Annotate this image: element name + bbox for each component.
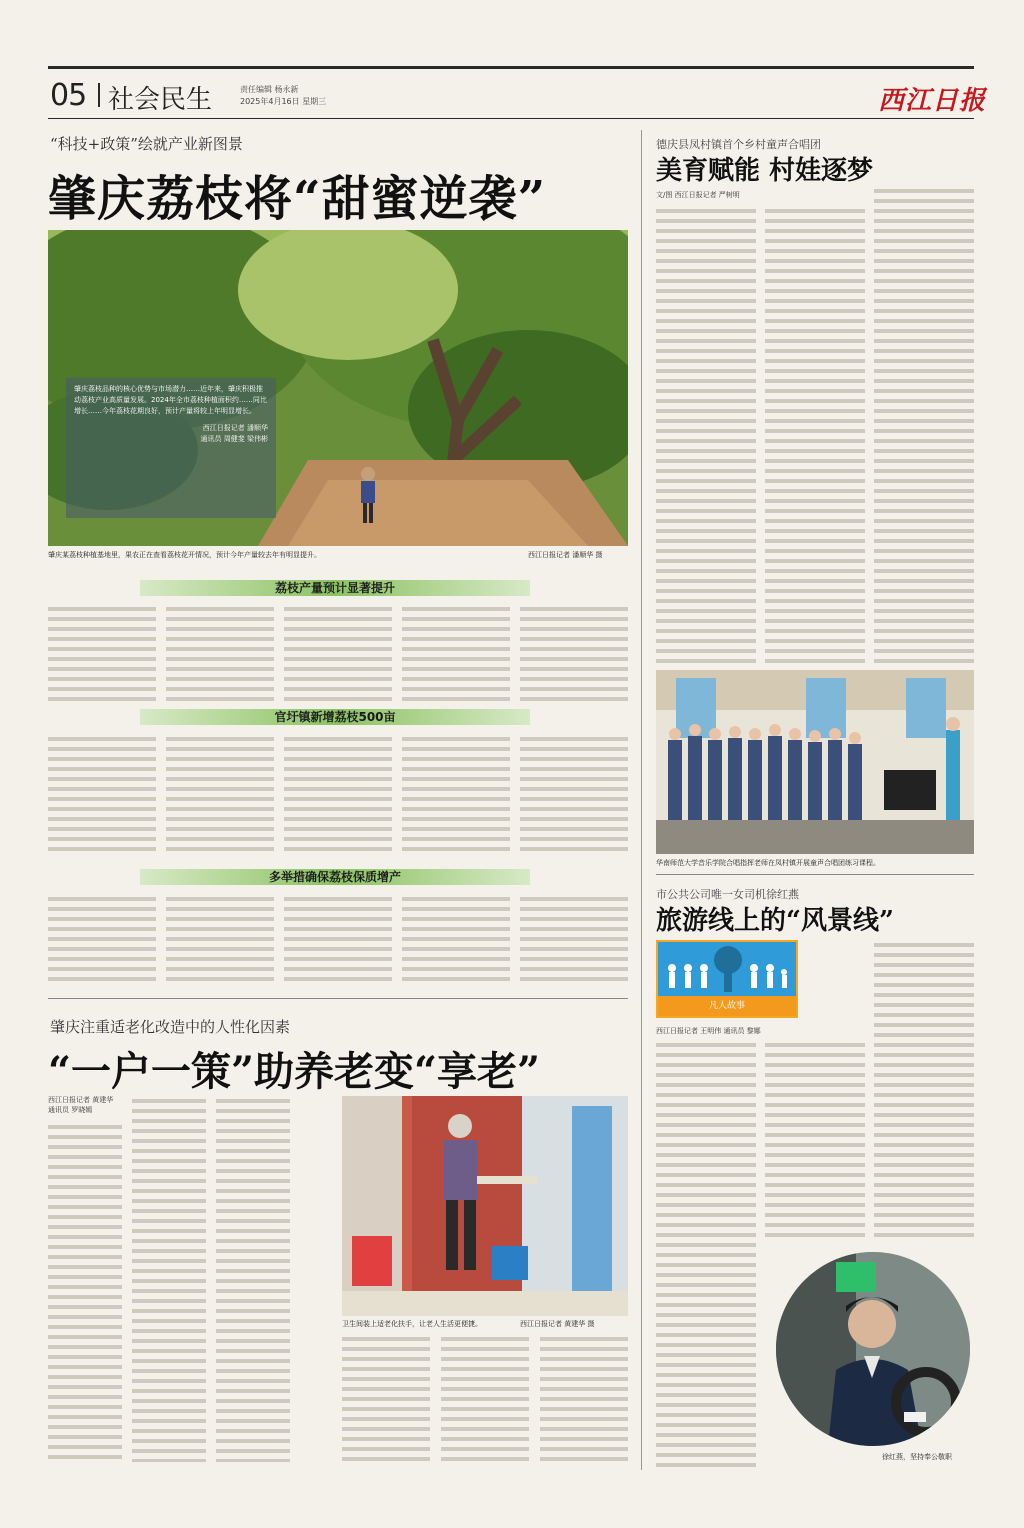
driver-kicker: 市公共公司唯一女司机徐红燕	[656, 888, 799, 901]
choir-illustration	[656, 670, 974, 854]
choir-photo	[656, 670, 974, 854]
choir-body	[656, 206, 974, 664]
body-column	[520, 734, 628, 852]
lead-body-block-2	[48, 734, 628, 852]
lead-headline: 肇庆荔枝将“甜蜜逆袭”	[48, 171, 547, 227]
section-title: 社会民生	[108, 85, 213, 115]
body-column	[284, 734, 392, 852]
choir-kicker: 德庆县凤村镇首个乡村童声合唱团	[656, 138, 821, 151]
body-column	[48, 604, 156, 702]
lead-subhead-3	[140, 869, 530, 885]
elderly-headline: “一户一策”助养老变“享老”	[48, 1048, 541, 1095]
masthead-rule-top	[48, 66, 974, 69]
body-column	[342, 1334, 430, 1462]
lead-body-block-1	[48, 604, 628, 702]
body-column	[874, 940, 974, 1240]
body-column	[874, 186, 974, 664]
column-logo-label: 凡人故事	[658, 996, 796, 1016]
column-divider	[641, 130, 642, 1470]
body-column	[48, 734, 156, 852]
masthead-divider	[98, 83, 100, 107]
overlay-byline: 西江日报记者 潘顺华 通讯员 周健斐 梁伟彬	[200, 424, 268, 443]
body-column	[520, 894, 628, 986]
body-column	[765, 1040, 865, 1240]
body-column	[765, 206, 865, 664]
lead-photo-caption: 肇庆某荔枝种植基地里，果农正在查看荔枝花开情况，预计今年产量较去年有明显提升。	[48, 551, 321, 559]
elderly-kicker: 肇庆注重适老化改造中的人性化因素	[50, 1018, 291, 1036]
lead-overlay-summary	[66, 378, 276, 518]
body-column	[441, 1334, 529, 1462]
choir-byline: 文/图 西江日报记者 严树明	[656, 191, 740, 199]
elderly-byline: 西江日报记者 黄建华 通讯员 罗晓嫣	[48, 1096, 114, 1114]
subhead-text: 多举措确保荔枝保质增产	[268, 870, 401, 884]
lead-kicker: “科技+政策”绘就产业新图景	[50, 135, 243, 153]
body-column	[284, 604, 392, 702]
body-column	[166, 894, 274, 986]
body-column	[540, 1334, 628, 1462]
elderly-photo-bathroom	[342, 1096, 628, 1316]
lead-photo-credit: 西江日报记者 潘顺华 摄	[528, 551, 603, 559]
subhead-text: 官圩镇新增荔枝500亩	[274, 710, 396, 724]
body-column	[48, 894, 156, 986]
lead-subhead-1	[140, 580, 530, 596]
choir-headline: 美育赋能 村娃逐梦	[656, 156, 874, 186]
body-column	[402, 894, 510, 986]
body-column	[402, 604, 510, 702]
body-column	[284, 894, 392, 986]
bathroom-illustration	[342, 1096, 628, 1316]
driver-byline: 西江日报记者 王明伟 通讯员 黎娜	[656, 1027, 761, 1035]
lead-body-block-3	[48, 894, 628, 986]
body-column	[656, 206, 756, 664]
body-column	[216, 1096, 290, 1462]
body-column	[166, 734, 274, 852]
editor-line: 责任编辑 杨永新	[240, 85, 299, 94]
date-line: 2025年4月16日 星期三	[240, 97, 327, 106]
choir-photo-caption: 华南师范大学音乐学院合唱指挥老师在凤村镇开展童声合唱团练习课程。	[656, 859, 880, 867]
body-column	[48, 1122, 122, 1462]
elderly-photo-credit: 西江日报记者 黄建华 摄	[520, 1320, 595, 1328]
lead-photo-lychee-orchard	[48, 230, 628, 546]
driver-portrait-caption: 徐红燕，坚持奉公敬职	[882, 1453, 952, 1461]
story-separator	[48, 998, 628, 999]
body-column	[520, 604, 628, 702]
elderly-body-right	[342, 1334, 628, 1462]
body-column	[166, 604, 274, 702]
lead-subhead-2	[140, 709, 530, 725]
column-logo-ordinary-people	[656, 940, 798, 1018]
page-number: 05	[50, 78, 87, 113]
driver-portrait	[776, 1252, 970, 1446]
people-silhouette-icon	[658, 942, 796, 996]
driver-headline: 旅游线上的“风景线”	[656, 906, 894, 936]
elderly-photo-caption: 卫生间装上适老化扶手，让老人生活更便捷。	[342, 1320, 482, 1328]
body-column	[656, 1040, 756, 1470]
elderly-body-left	[48, 1122, 294, 1462]
body-column	[402, 734, 510, 852]
right-separator	[656, 874, 974, 875]
driver-portrait-illustration	[776, 1252, 970, 1446]
overlay-text: 肇庆荔枝品种的核心优势与市场潜力……近年来，肇庆积极推动荔枝产业高质量发展。2024年全市荔枝种植面积约……同比增长……今年荔枝花期良好，预计产量将较上年明显增长。	[74, 385, 267, 415]
newspaper-logo: 西江日报	[878, 86, 987, 116]
subhead-text: 荔枝产量预计显著提升	[274, 581, 395, 595]
body-column	[132, 1096, 206, 1462]
masthead-rule-bottom	[48, 118, 974, 119]
